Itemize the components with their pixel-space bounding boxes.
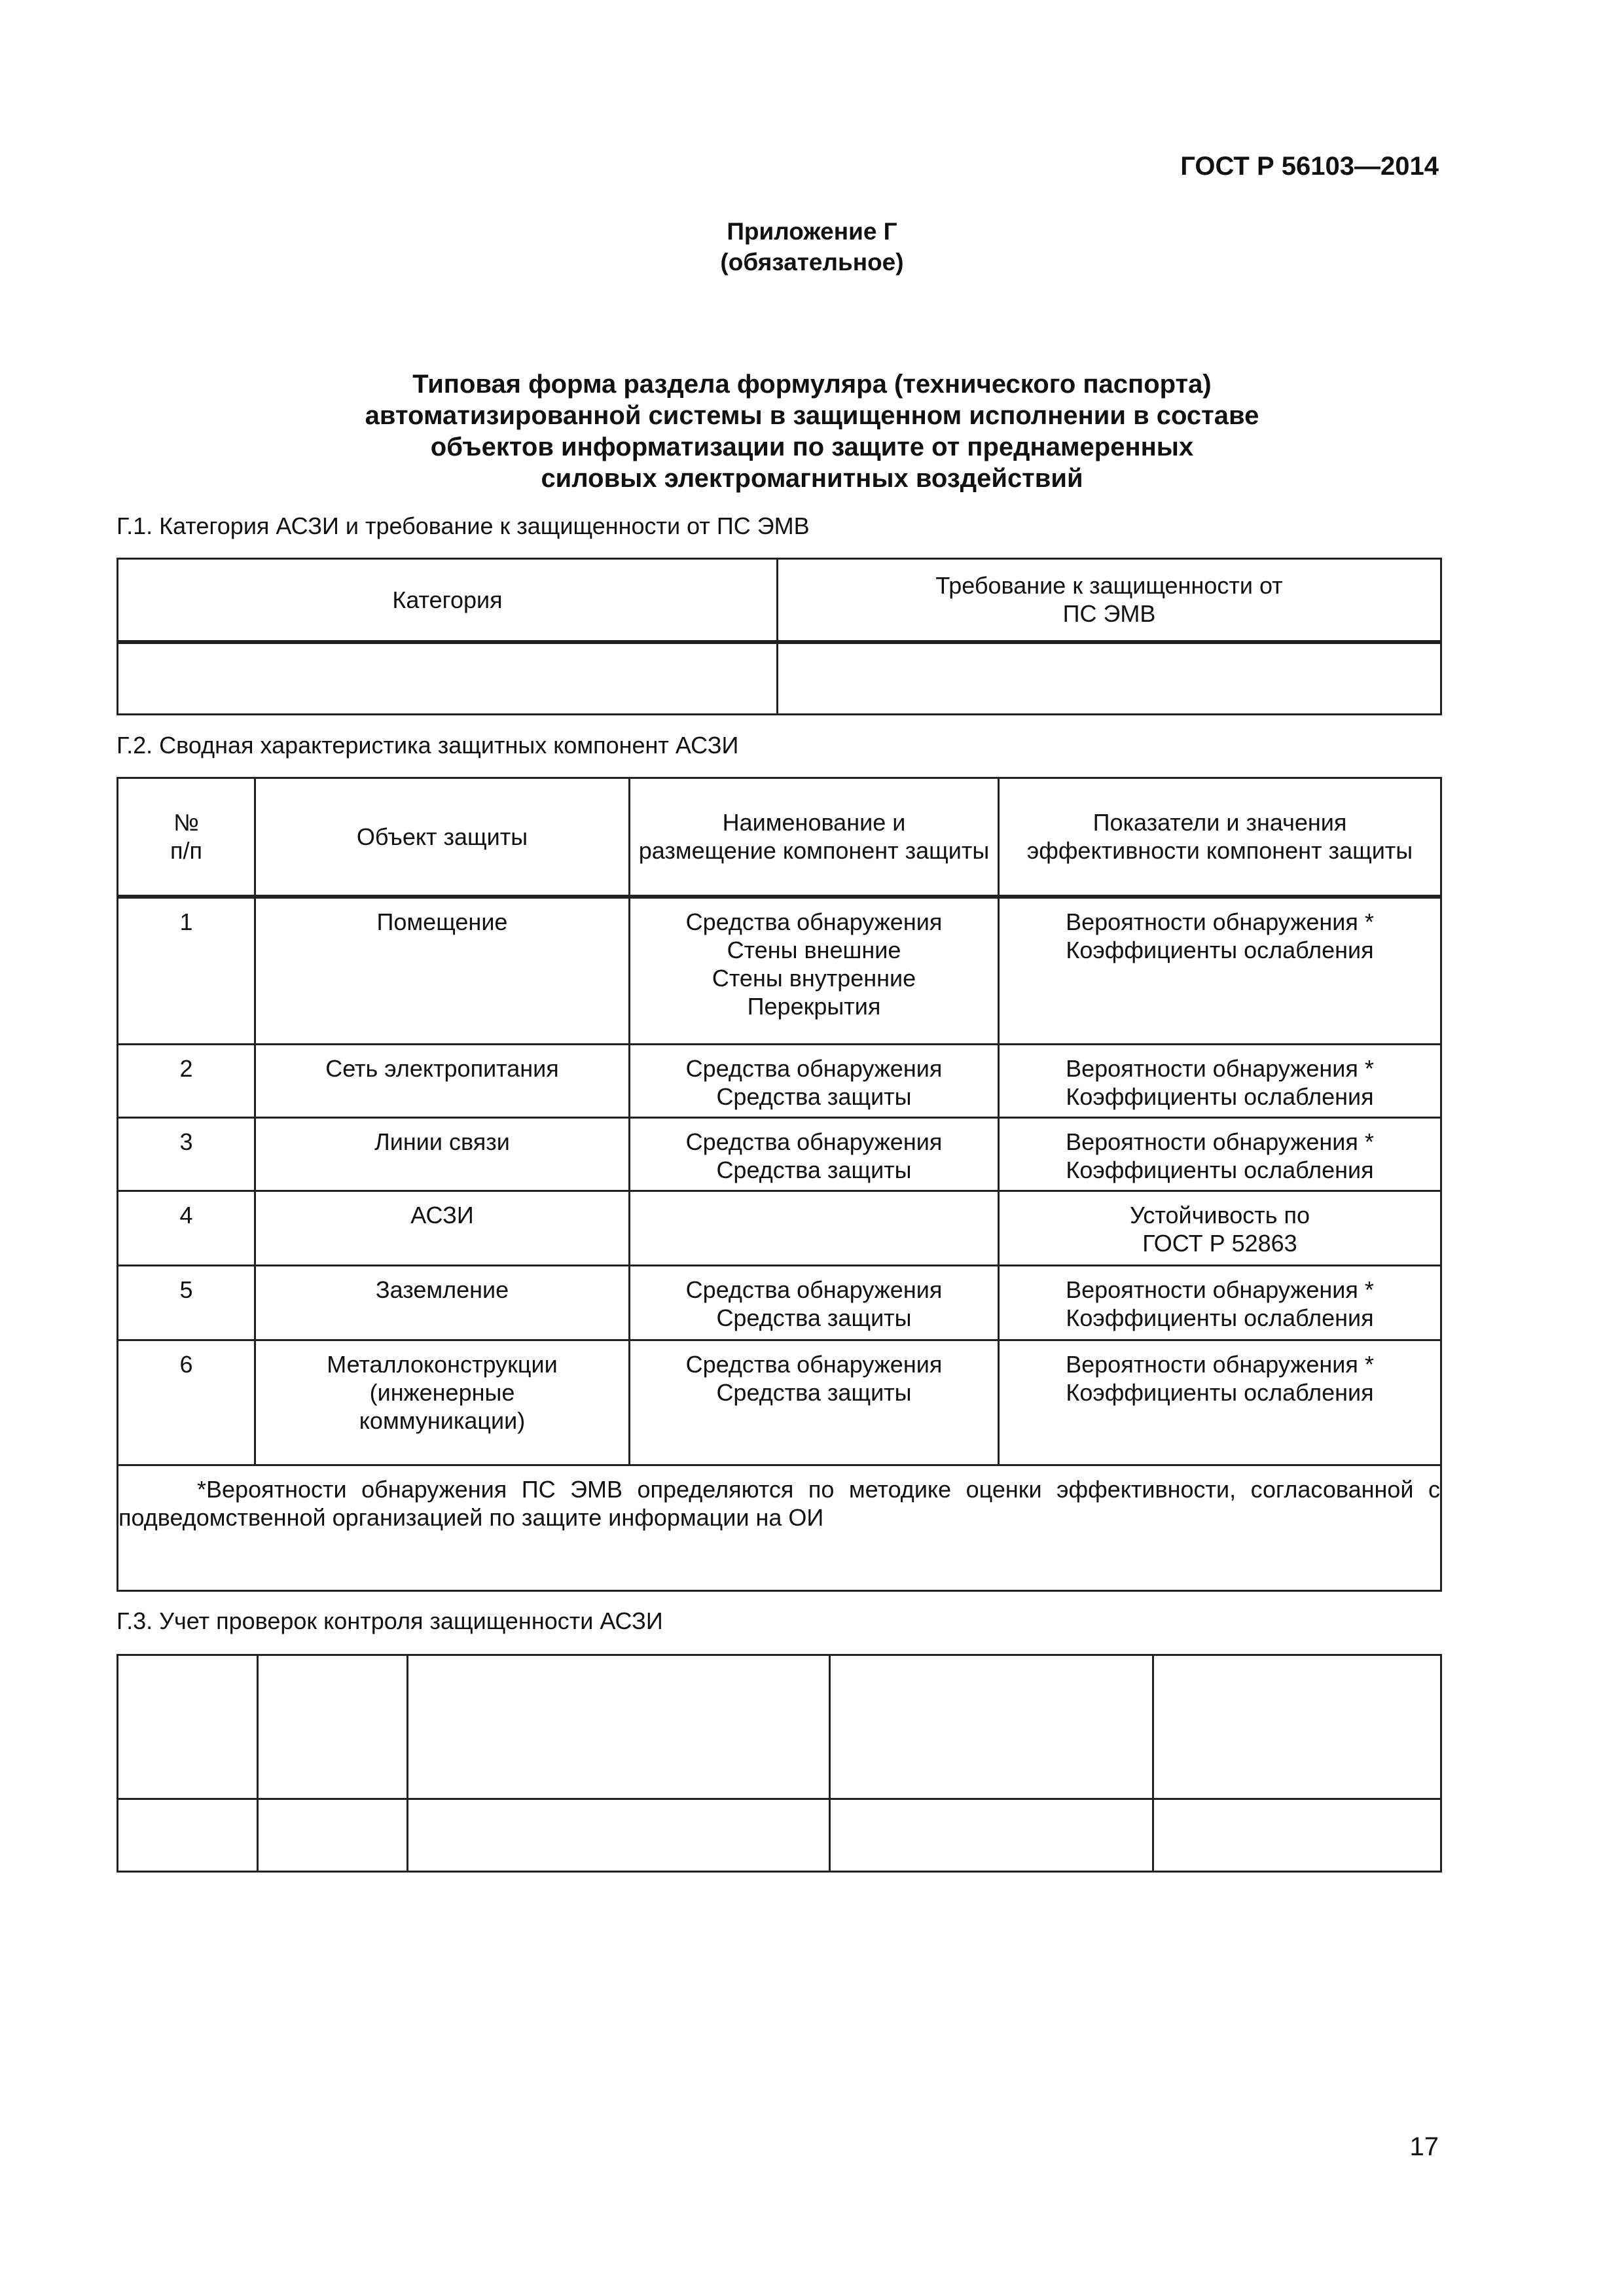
row-components-line: Перекрытия [747,992,881,1020]
col-header-indicators [999,778,1441,897]
title-line: автоматизированной системы в защищенном исполнении в составе [365,401,1259,430]
footnote: *Вероятности обнаружения ПС ЭМВ определяются по методике оценки эффективности, согласованной с подведомственной организацией по защите информации на ОИ [118,1465,1441,1591]
row-components-line: Средства обнаружения [685,1351,943,1378]
row-components-line: Средства обнаружения [685,1128,943,1155]
col-header-number-line: № [173,809,199,836]
section1-heading: Г.1. Категория АСЗИ и требование к защищенности от ПС ЭМВ [117,512,810,539]
inspection-header-cell [258,1655,408,1799]
inspection-header-cell [830,1655,1153,1799]
row-object-line: Помещение [376,908,508,935]
row-components [630,1118,999,1191]
category-cell[interactable] [118,642,778,715]
inspection-header-cell [118,1655,258,1799]
row-indicators [999,897,1441,1045]
col-header-object: Объект защиты [255,778,630,897]
title-line: силовых электромагнитных воздействий [541,464,1083,493]
row-indicators [999,1118,1441,1191]
table-row [118,1266,1441,1340]
appendix-title: Приложение Г [727,218,897,245]
table-row [118,1045,1441,1118]
row-components-line: Средства обнаружения [685,1276,943,1303]
row-indicators-line: Коэффициенты ослабления [1066,1157,1374,1183]
row-components-line: Средства защиты [716,1157,912,1183]
row-number: 6 [118,1340,255,1465]
components-table [117,777,1442,1592]
row-object-line: коммуникации) [359,1407,526,1434]
inspection-cell[interactable] [258,1799,408,1872]
row-object [255,1045,630,1118]
requirement-cell[interactable] [778,642,1441,715]
row-components-line: Средства защиты [716,1304,912,1331]
row-number: 4 [118,1191,255,1266]
requirement-header-line: ПС ЭМВ [1062,600,1156,628]
col-header-number-line: п/п [170,837,202,865]
row-components-line: Стены внутренние [712,964,916,992]
table-row [118,1340,1441,1465]
row-components [630,1266,999,1340]
row-object-line: Линии связи [374,1128,510,1155]
row-indicators-line: Вероятности обнаружения * [1066,1055,1374,1082]
row-components-line: Средства защиты [716,1379,912,1406]
row-indicators-line: ГОСТ Р 52863 [1142,1230,1297,1257]
row-indicators-line: Вероятности обнаружения * [1066,1128,1374,1155]
row-indicators-line: Коэффициенты ослабления [1066,1304,1374,1331]
page-number: 17 [1409,2132,1439,2161]
inspection-table [117,1654,1442,1873]
inspection-cell[interactable] [830,1799,1153,1872]
col-header-components-line: размещение компонент защиты [638,837,990,865]
row-indicators [999,1191,1441,1266]
inspection-cell[interactable] [408,1799,830,1872]
row-object [255,1118,630,1191]
row-components [630,897,999,1045]
row-object-line: Металлоконструкции [327,1351,558,1378]
row-components [630,1191,999,1266]
col-header-indicators-line: эффективности компонент защиты [1026,837,1413,865]
title-line: объектов информатизации по защите от преднамеренных [430,433,1194,461]
row-number: 1 [118,897,255,1045]
section2-heading: Г.2. Сводная характеристика защитных компонент АСЗИ [117,732,739,759]
row-object-line: АСЗИ [410,1202,474,1229]
appendix-heading [0,216,1624,278]
row-indicators-line: Коэффициенты ослабления [1066,1083,1374,1110]
inspection-header-cell [1153,1655,1441,1799]
row-object [255,1191,630,1266]
row-components [630,1045,999,1118]
table-row [118,897,1441,1045]
row-indicators-line: Коэффициенты ослабления [1066,936,1374,963]
row-indicators-line: Коэффициенты ослабления [1066,1379,1374,1406]
document-title [0,368,1624,494]
row-components-line: Средства обнаружения [685,1055,943,1082]
inspection-header-cell [408,1655,830,1799]
table-row [118,1191,1441,1266]
row-object-line: Сеть электропитания [325,1055,559,1082]
row-object-line: Заземление [375,1276,509,1303]
row-indicators [999,1340,1441,1465]
table-row [118,1118,1441,1191]
col-header-components-line: Наименование и [722,809,906,836]
requirement-header [778,559,1441,642]
row-components-line: Средства защиты [716,1083,912,1110]
category-table [117,558,1442,715]
row-indicators-line: Устойчивость по [1129,1202,1310,1229]
row-number: 5 [118,1266,255,1340]
standard-number: ГОСТ Р 56103—2014 [1180,152,1439,181]
row-object [255,1340,630,1465]
row-components-line: Стены внешние [727,936,901,963]
row-object-line: (инженерные [369,1379,515,1406]
row-indicators-line: Вероятности обнаружения * [1066,908,1374,935]
inspection-cell[interactable] [1153,1799,1441,1872]
category-header: Категория [118,559,778,642]
row-indicators-line: Вероятности обнаружения * [1066,1351,1374,1378]
row-object [255,1266,630,1340]
requirement-header-line: Требование к защищенности от [935,572,1283,600]
row-number: 3 [118,1118,255,1191]
row-components [630,1340,999,1465]
section3-heading: Г.3. Учет проверок контроля защищенности АСЗИ [117,1607,663,1634]
appendix-status: (обязательное) [720,249,904,276]
row-indicators [999,1045,1441,1118]
row-object [255,897,630,1045]
row-indicators-line: Вероятности обнаружения * [1066,1276,1374,1303]
title-line: Типовая форма раздела формуляра (технического паспорта) [412,370,1212,399]
col-header-number [118,778,255,897]
row-components-line: Средства обнаружения [685,908,943,935]
col-header-components [630,778,999,897]
row-indicators [999,1266,1441,1340]
row-number: 2 [118,1045,255,1118]
col-header-indicators-line: Показатели и значения [1092,809,1347,836]
inspection-cell[interactable] [118,1799,258,1872]
